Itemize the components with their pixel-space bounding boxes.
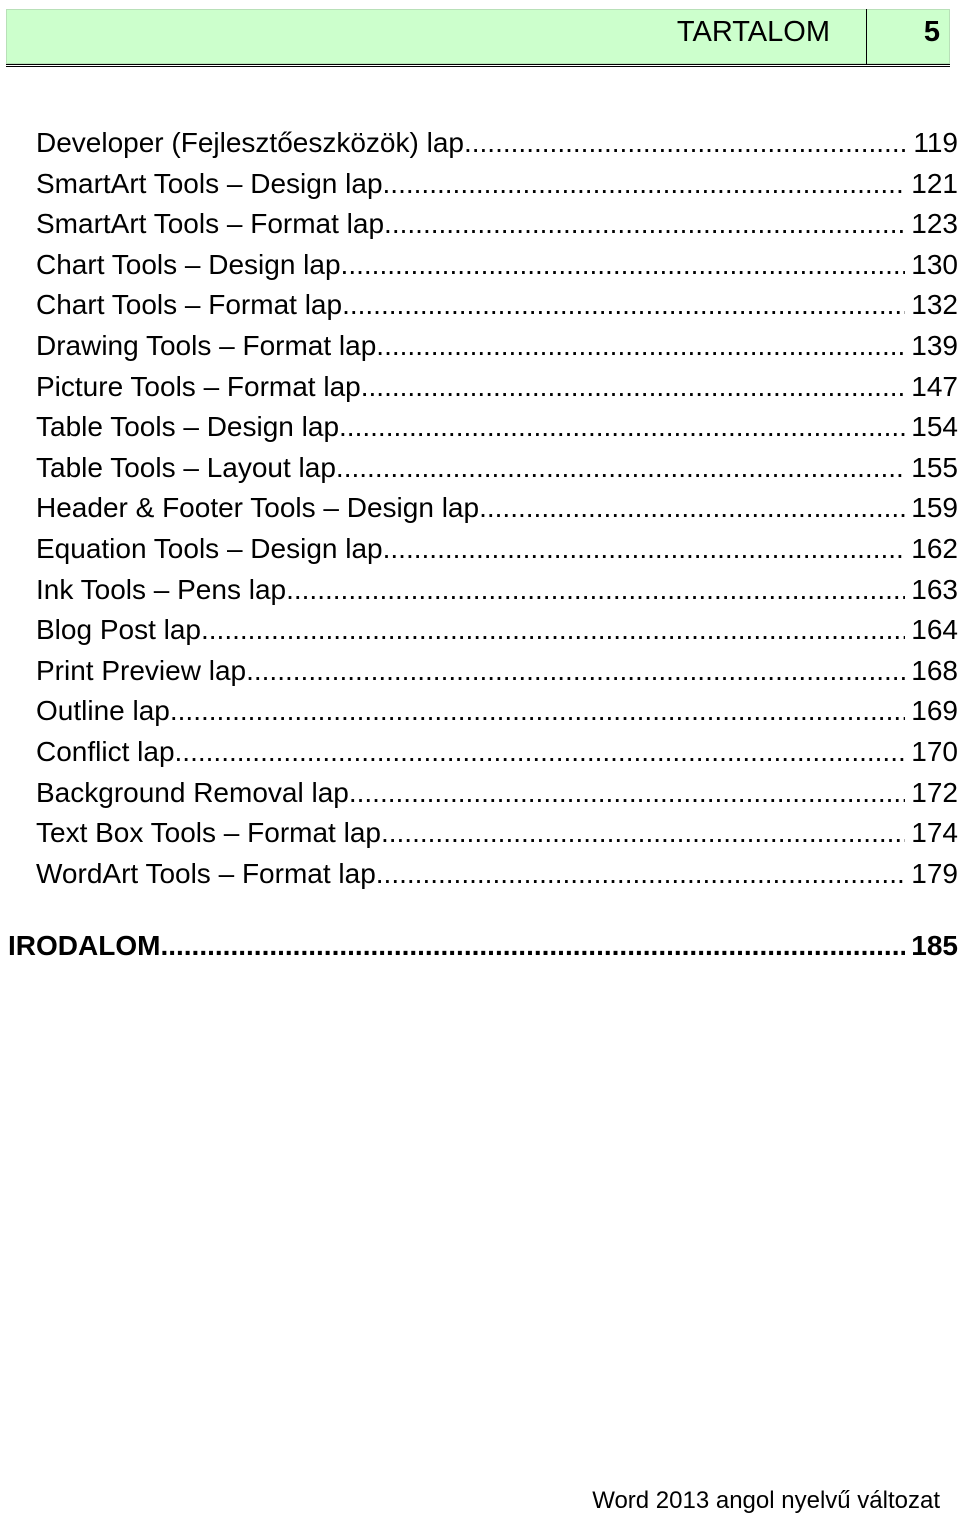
toc-entry-label: Header & Footer Tools – Design lap <box>36 492 480 524</box>
toc-leader-dots <box>376 326 905 367</box>
toc-entry-page: 147 <box>911 370 958 402</box>
toc-leader-dots <box>246 651 905 692</box>
toc-entry <box>36 326 958 367</box>
toc-leader-dots <box>341 245 906 286</box>
toc-leader-dots <box>361 367 906 408</box>
toc-entry-label: Text Box Tools – Format lap <box>36 817 381 849</box>
toc-entry <box>36 164 958 205</box>
toc-leader-dots <box>170 691 905 732</box>
toc-entry-label: Ink Tools – Pens lap <box>36 573 287 605</box>
toc-entry-label: Background Removal lap <box>36 776 349 808</box>
toc-entry-page: 174 <box>911 817 958 849</box>
toc-leader-dots <box>383 164 906 205</box>
toc-entry-page: 123 <box>911 208 958 240</box>
toc-entry-page: 163 <box>911 573 958 605</box>
toc-entry <box>36 813 958 854</box>
toc-entry <box>36 448 958 489</box>
toc-entry <box>36 204 958 245</box>
toc-entry-label: Conflict lap <box>36 735 175 767</box>
toc-entry-page: 162 <box>911 532 958 564</box>
toc-entry-label: Chart Tools – Format lap <box>36 289 343 321</box>
toc-entry-page: 132 <box>911 289 958 321</box>
header-title: TARTALOM <box>676 16 830 48</box>
toc-entry-label: SmartArt Tools – Format lap <box>36 208 385 240</box>
toc-main-entry-page: 185 <box>911 930 958 961</box>
toc-leader-dots <box>160 926 905 967</box>
toc-leader-dots <box>201 610 905 651</box>
toc-entry-page: 121 <box>911 167 958 199</box>
toc-leader-dots <box>286 570 905 611</box>
toc-entry-label: SmartArt Tools – Design lap <box>36 167 383 199</box>
toc-entry-label: Chart Tools – Design lap <box>36 248 341 280</box>
toc-entry <box>36 570 958 611</box>
toc-entry <box>36 488 958 529</box>
toc-entry <box>36 854 958 895</box>
toc-main-entry <box>8 926 958 967</box>
toc-leader-dots <box>376 854 906 895</box>
toc-entry-page: 169 <box>911 695 958 727</box>
header-page-number: 5 <box>923 16 940 48</box>
toc-entry-label: Outline lap <box>36 695 170 727</box>
toc-entry <box>36 610 958 651</box>
toc-entry-page: 179 <box>911 857 958 889</box>
toc-entry-page: 139 <box>911 329 958 361</box>
toc-entry-page: 119 <box>913 127 958 158</box>
toc-entry-label: Print Preview lap <box>36 654 247 686</box>
toc-leader-dots <box>175 732 906 773</box>
toc-entry <box>36 407 958 448</box>
toc-entry-page: 170 <box>911 735 958 767</box>
toc-entry-label: Drawing Tools – Format lap <box>36 329 377 361</box>
toc-leader-dots <box>339 407 905 448</box>
toc-entry <box>36 367 958 408</box>
toc-entry-page: 159 <box>911 492 958 524</box>
toc-entry <box>36 773 958 814</box>
toc-entry-page: 172 <box>911 776 958 808</box>
toc-leader-dots <box>464 123 907 164</box>
toc-entry-label: Blog Post lap <box>36 614 201 646</box>
toc-leader-dots <box>336 448 905 489</box>
toc-entry-label: Table Tools – Design lap <box>36 411 340 443</box>
toc-entry-page: 155 <box>911 451 958 483</box>
toc-entry <box>36 691 958 732</box>
toc-entry <box>36 732 958 773</box>
toc-entry-page: 130 <box>911 248 958 280</box>
toc-entry <box>36 651 958 692</box>
toc-leader-dots <box>383 529 906 570</box>
toc-entry <box>36 245 958 286</box>
header-divider <box>866 9 867 64</box>
toc-leader-dots <box>479 488 905 529</box>
toc-entry <box>36 123 958 164</box>
toc-entry-label: Table Tools – Layout lap <box>36 451 336 483</box>
page-footer: Word 2013 angol nyelvű változat <box>592 1487 940 1514</box>
toc-entry-page: 168 <box>911 654 958 686</box>
toc-entry-page: 154 <box>911 411 958 443</box>
toc-leader-dots <box>342 285 905 326</box>
toc-entry-label: Picture Tools – Format lap <box>36 370 361 402</box>
toc-leader-dots <box>349 773 905 814</box>
toc-entry-label: Developer (Fejlesztőeszközök) lap <box>36 127 464 158</box>
toc-main-entry-label: IRODALOM <box>8 930 161 961</box>
toc-entry-label: WordArt Tools – Format lap <box>36 857 376 889</box>
header-rule <box>6 64 950 67</box>
toc-entry-label: Equation Tools – Design lap <box>36 532 383 564</box>
table-of-contents <box>36 123 958 894</box>
toc-leader-dots <box>384 204 905 245</box>
toc-entry <box>36 529 958 570</box>
toc-leader-dots <box>381 813 905 854</box>
toc-entry <box>36 285 958 326</box>
toc-entry-page: 164 <box>911 614 958 646</box>
